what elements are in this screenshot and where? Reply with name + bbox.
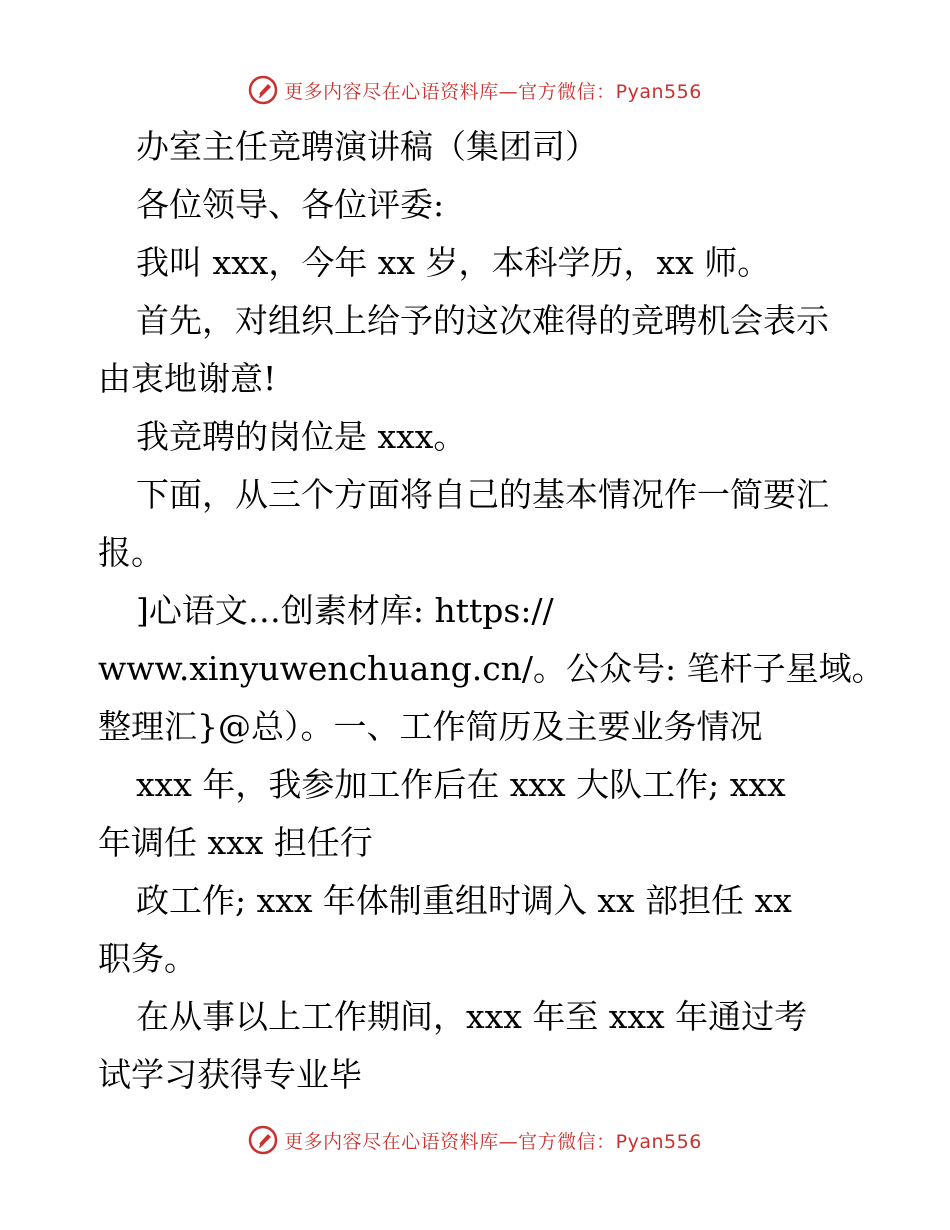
pen-logo-icon xyxy=(248,75,278,105)
paragraph-line: www.xinyuwenchuang.cn/。公众号: 笔杆子星域。 xyxy=(98,649,885,688)
footer-banner-wechat: 官方微信：Pyan556 xyxy=(518,1130,702,1153)
paragraph-line: 由衷地谢意! xyxy=(98,359,277,398)
paragraph-line: 整理汇}@总）。一、工作简历及主要业务情况 xyxy=(98,707,763,746)
footer-banner-main: 更多内容尽在心语资料库 xyxy=(284,1130,499,1153)
header-banner-dash: — xyxy=(498,80,519,103)
paragraph-line: 我竞聘的岗位是 xxx。 xyxy=(136,417,467,456)
header-banner-wechat: 官方微信：Pyan556 xyxy=(518,80,702,103)
paragraph-line: 在从事以上工作期间，xxx 年至 xxx 年通过考 xyxy=(136,997,808,1036)
footer-banner-text xyxy=(284,1127,702,1154)
paragraph-line: 我叫 xxx，今年 xx 岁，本科学历，xx 师。 xyxy=(136,243,771,282)
paragraph-line: 首先，对组织上给予的这次难得的竞聘机会表示 xyxy=(136,301,829,340)
paragraph-line: 年调任 xxx 担任行 xyxy=(98,823,373,862)
header-banner-main: 更多内容尽在心语资料库 xyxy=(284,80,499,103)
paragraph-line: 试学习获得专业毕 xyxy=(98,1055,362,1094)
pen-logo-icon xyxy=(248,1125,278,1155)
paragraph-line: 职务。 xyxy=(98,939,197,978)
paragraph-line: 下面，从三个方面将自己的基本情况作一简要汇 xyxy=(136,475,829,514)
paragraph-line: 报。 xyxy=(98,533,164,572)
paragraph-line: 政工作; xxx 年体制重组时调入 xx 部担任 xx xyxy=(136,881,792,920)
header-watermark-banner xyxy=(0,72,950,108)
paragraph-line: ]心语文…创素材库: https:// xyxy=(136,591,554,630)
document-title: 办室主任竞聘演讲稿（集团司） xyxy=(136,127,598,166)
footer-watermark-banner xyxy=(0,1122,950,1158)
header-banner-text xyxy=(284,77,702,104)
salutation-line: 各位领导、各位评委: xyxy=(136,185,445,224)
paragraph-line: xxx 年，我参加工作后在 xxx 大队工作; xxx xyxy=(136,765,786,804)
footer-banner-dash: — xyxy=(498,1130,519,1153)
document-body xyxy=(98,118,885,1104)
